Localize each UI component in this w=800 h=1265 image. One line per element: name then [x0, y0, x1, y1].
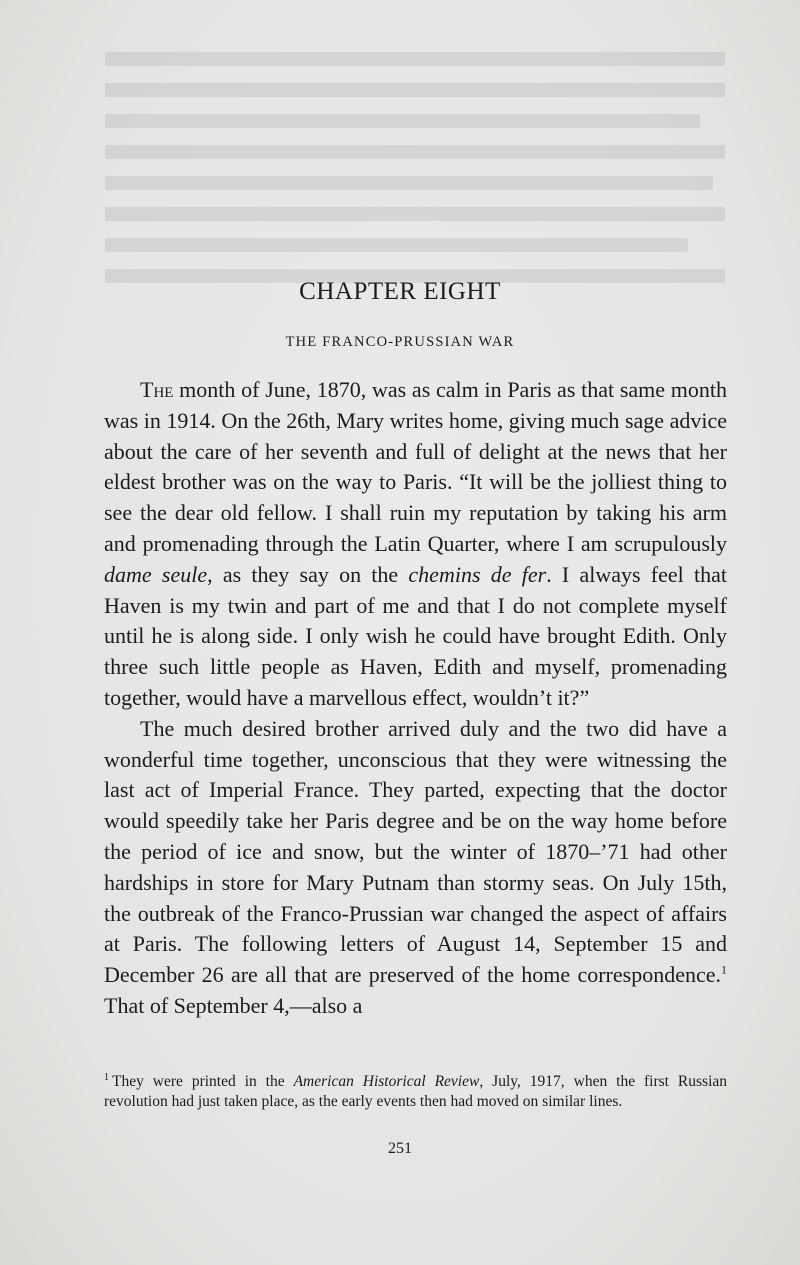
bleed-through-text — [105, 52, 725, 302]
chapter-subtitle: THE FRANCO-PRUSSIAN WAR — [285, 334, 515, 350]
page-number: 251 — [388, 1140, 412, 1157]
text-run: The much desired brother arrived duly and the two did have a wonderful time together, unconscious that they were witnessing the last act of Imperial France. They parted, expecting that the doctor would speedily take her Paris degree and be on the way home before the period of ice and snow, but the winter of 1870–’71 had other hardships in store for Mary Putnam than stormy seas. On July 15th, the outbreak of the Franco-Prussian war changed the aspect of affairs at Paris. The following letters of August 14, September 15 and December 26 are all that are preserved of the home correspondence. — [104, 715, 727, 988]
journal-title: American Historical Review — [293, 1073, 480, 1090]
footnote — [104, 1072, 727, 1112]
text-run: . I always feel that Haven is my twin and part of me and that I do not complete myself until he is along side. I only wish he could have brought Edith. Only three such little people as Haven, Edith and myself, promenading together, would have a marvellous effect, wouldn’t it?” — [104, 561, 728, 710]
opening-word: The — [140, 377, 174, 402]
italic-phrase: chemins de fer — [408, 561, 547, 587]
footnote-reference: 1 — [721, 962, 727, 977]
italic-phrase: dame seule — [104, 561, 208, 587]
paragraph — [104, 375, 727, 714]
footnote-text: , July, 1917, when the first Russian revolution had just taken place, as the early events then had moved on similar lines. — [104, 1073, 728, 1110]
text-run: , as they say on the — [207, 561, 409, 587]
footnote-mark: 1 — [104, 1071, 109, 1083]
footnote-text: They were printed in the — [112, 1073, 294, 1090]
paragraph — [104, 714, 727, 1022]
chapter-title: CHAPTER EIGHT — [299, 278, 501, 305]
text-run: That of September 4,—also a — [104, 992, 363, 1018]
body-text — [104, 375, 727, 1022]
text-run: month of June, 1870, was as calm in Paris as that same month was in 1914. On the 26th, Mary writes home, giving much sage advice about the care of her seventh and full of delight at the news that her eldest brother was on the way to Paris. “It will be the jolliest thing to see the dear old fellow. I shall ruin my reputation by taking his arm and promenading through the Latin Quarter, where I am scrupulously — [104, 377, 727, 556]
